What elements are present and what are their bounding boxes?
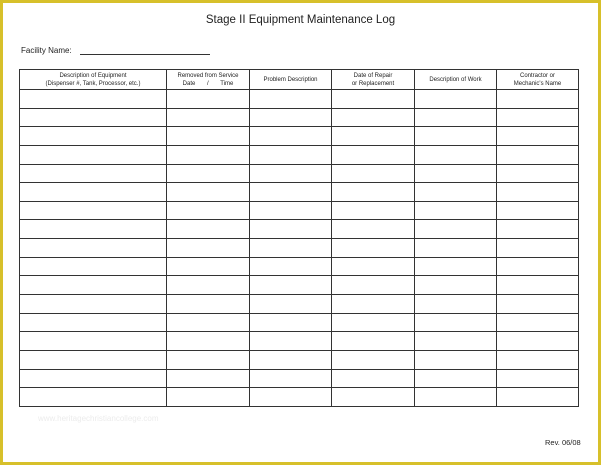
table-cell[interactable] bbox=[415, 145, 497, 164]
table-cell[interactable] bbox=[167, 201, 250, 220]
table-cell[interactable] bbox=[415, 313, 497, 332]
column-header-contractor: Contractor or Mechanic's Name bbox=[497, 70, 579, 90]
table-cell[interactable] bbox=[415, 388, 497, 407]
table-cell[interactable] bbox=[415, 332, 497, 351]
table-cell[interactable] bbox=[20, 164, 167, 183]
table-cell[interactable] bbox=[415, 220, 497, 239]
table-cell[interactable] bbox=[497, 145, 579, 164]
table-cell[interactable] bbox=[332, 295, 415, 314]
table-cell[interactable] bbox=[332, 164, 415, 183]
watermark-text: www.heritagechristiancollege.com bbox=[38, 414, 159, 423]
table-cell[interactable] bbox=[250, 201, 332, 220]
table-cell[interactable] bbox=[20, 145, 167, 164]
table-cell[interactable] bbox=[250, 369, 332, 388]
table-cell[interactable] bbox=[497, 164, 579, 183]
table-cell[interactable] bbox=[20, 369, 167, 388]
table-cell[interactable] bbox=[250, 388, 332, 407]
facility-name-field bbox=[21, 45, 210, 55]
table-cell[interactable] bbox=[415, 164, 497, 183]
table-cell[interactable] bbox=[20, 220, 167, 239]
table-row bbox=[20, 90, 579, 109]
table-row bbox=[20, 332, 579, 351]
table-row bbox=[20, 108, 579, 127]
facility-name-blank[interactable] bbox=[80, 45, 210, 55]
table-cell[interactable] bbox=[332, 183, 415, 202]
table-cell[interactable] bbox=[415, 369, 497, 388]
table-cell[interactable] bbox=[497, 276, 579, 295]
table-cell[interactable] bbox=[250, 350, 332, 369]
table-cell[interactable] bbox=[167, 239, 250, 258]
table-cell[interactable] bbox=[250, 183, 332, 202]
table-row bbox=[20, 388, 579, 407]
maintenance-log-table bbox=[19, 69, 579, 407]
table-cell[interactable] bbox=[497, 257, 579, 276]
table-cell[interactable] bbox=[20, 350, 167, 369]
table-cell[interactable] bbox=[415, 90, 497, 109]
table-cell[interactable] bbox=[332, 145, 415, 164]
revision-label: Rev. 06/08 bbox=[545, 438, 581, 447]
table-cell[interactable] bbox=[332, 127, 415, 146]
table-cell[interactable] bbox=[250, 220, 332, 239]
table-header-row bbox=[20, 70, 579, 90]
table-cell[interactable] bbox=[250, 313, 332, 332]
table-cell[interactable] bbox=[167, 108, 250, 127]
table-cell[interactable] bbox=[250, 127, 332, 146]
table-cell[interactable] bbox=[332, 332, 415, 351]
table-cell[interactable] bbox=[497, 127, 579, 146]
table-cell[interactable] bbox=[332, 276, 415, 295]
table-body bbox=[20, 90, 579, 407]
table-cell[interactable] bbox=[415, 295, 497, 314]
table-cell[interactable] bbox=[167, 388, 250, 407]
page-title: Stage II Equipment Maintenance Log bbox=[205, 14, 396, 26]
table-cell[interactable] bbox=[167, 332, 250, 351]
column-header-equipment: Description of Equipment (Dispenser #, Tank, Processor, etc.) bbox=[20, 70, 167, 90]
table-cell[interactable] bbox=[20, 201, 167, 220]
table-cell[interactable] bbox=[415, 350, 497, 369]
table-cell[interactable] bbox=[332, 90, 415, 109]
table-cell[interactable] bbox=[415, 257, 497, 276]
table-cell[interactable] bbox=[497, 388, 579, 407]
table-cell[interactable] bbox=[167, 369, 250, 388]
table-cell[interactable] bbox=[167, 127, 250, 146]
table-row bbox=[20, 257, 579, 276]
table-cell[interactable] bbox=[250, 164, 332, 183]
table-cell[interactable] bbox=[497, 201, 579, 220]
table-row bbox=[20, 220, 579, 239]
table-cell[interactable] bbox=[415, 201, 497, 220]
table-cell[interactable] bbox=[250, 239, 332, 258]
table-cell[interactable] bbox=[415, 239, 497, 258]
table-cell[interactable] bbox=[20, 108, 167, 127]
table-cell[interactable] bbox=[20, 257, 167, 276]
table-cell[interactable] bbox=[250, 332, 332, 351]
table-cell[interactable] bbox=[20, 239, 167, 258]
column-header-removed: Removed from Service Date / Time bbox=[167, 70, 250, 90]
table-row bbox=[20, 145, 579, 164]
table-row bbox=[20, 313, 579, 332]
table-cell[interactable] bbox=[167, 350, 250, 369]
table-cell[interactable] bbox=[167, 313, 250, 332]
table-cell[interactable] bbox=[167, 90, 250, 109]
table-row bbox=[20, 127, 579, 146]
table-row bbox=[20, 164, 579, 183]
column-header-problem: Problem Description bbox=[250, 70, 332, 90]
table-cell[interactable] bbox=[250, 295, 332, 314]
facility-name-label: Facility Name: bbox=[21, 46, 72, 55]
table-row bbox=[20, 276, 579, 295]
table-cell[interactable] bbox=[332, 220, 415, 239]
table-cell[interactable] bbox=[415, 183, 497, 202]
column-header-repair-date: Date of Repair or Replacement bbox=[332, 70, 415, 90]
table-cell[interactable] bbox=[497, 369, 579, 388]
table-cell[interactable] bbox=[497, 239, 579, 258]
table-row bbox=[20, 295, 579, 314]
table-cell[interactable] bbox=[332, 201, 415, 220]
table-cell[interactable] bbox=[332, 108, 415, 127]
table-cell[interactable] bbox=[497, 332, 579, 351]
table-cell[interactable] bbox=[332, 239, 415, 258]
table-cell[interactable] bbox=[497, 108, 579, 127]
table-row bbox=[20, 201, 579, 220]
table-cell[interactable] bbox=[167, 276, 250, 295]
column-header-work: Description of Work bbox=[415, 70, 497, 90]
table-cell[interactable] bbox=[20, 127, 167, 146]
table-cell[interactable] bbox=[20, 388, 167, 407]
table-cell[interactable] bbox=[20, 332, 167, 351]
table-cell[interactable] bbox=[497, 313, 579, 332]
table-cell[interactable] bbox=[415, 276, 497, 295]
table-cell[interactable] bbox=[415, 127, 497, 146]
table-row bbox=[20, 183, 579, 202]
table-cell[interactable] bbox=[332, 388, 415, 407]
table-cell[interactable] bbox=[497, 350, 579, 369]
table-cell[interactable] bbox=[497, 220, 579, 239]
table-row bbox=[20, 350, 579, 369]
table-cell[interactable] bbox=[497, 183, 579, 202]
table-cell[interactable] bbox=[20, 90, 167, 109]
table-cell[interactable] bbox=[497, 90, 579, 109]
table-cell[interactable] bbox=[332, 369, 415, 388]
table-cell[interactable] bbox=[167, 220, 250, 239]
table-row bbox=[20, 239, 579, 258]
table-cell[interactable] bbox=[20, 295, 167, 314]
table-cell[interactable] bbox=[332, 313, 415, 332]
table-cell[interactable] bbox=[20, 276, 167, 295]
table-cell[interactable] bbox=[497, 295, 579, 314]
table-cell[interactable] bbox=[167, 145, 250, 164]
table-cell[interactable] bbox=[20, 183, 167, 202]
table-cell[interactable] bbox=[167, 295, 250, 314]
table-row bbox=[20, 369, 579, 388]
table-cell[interactable] bbox=[167, 183, 250, 202]
table-cell[interactable] bbox=[167, 164, 250, 183]
table-cell[interactable] bbox=[415, 108, 497, 127]
table-cell[interactable] bbox=[250, 257, 332, 276]
table-cell[interactable] bbox=[250, 276, 332, 295]
table-cell[interactable] bbox=[20, 313, 167, 332]
table-cell[interactable] bbox=[332, 350, 415, 369]
table-cell[interactable] bbox=[250, 108, 332, 127]
table-cell[interactable] bbox=[332, 257, 415, 276]
table-cell[interactable] bbox=[167, 257, 250, 276]
table-cell[interactable] bbox=[250, 90, 332, 109]
table-cell[interactable] bbox=[250, 145, 332, 164]
